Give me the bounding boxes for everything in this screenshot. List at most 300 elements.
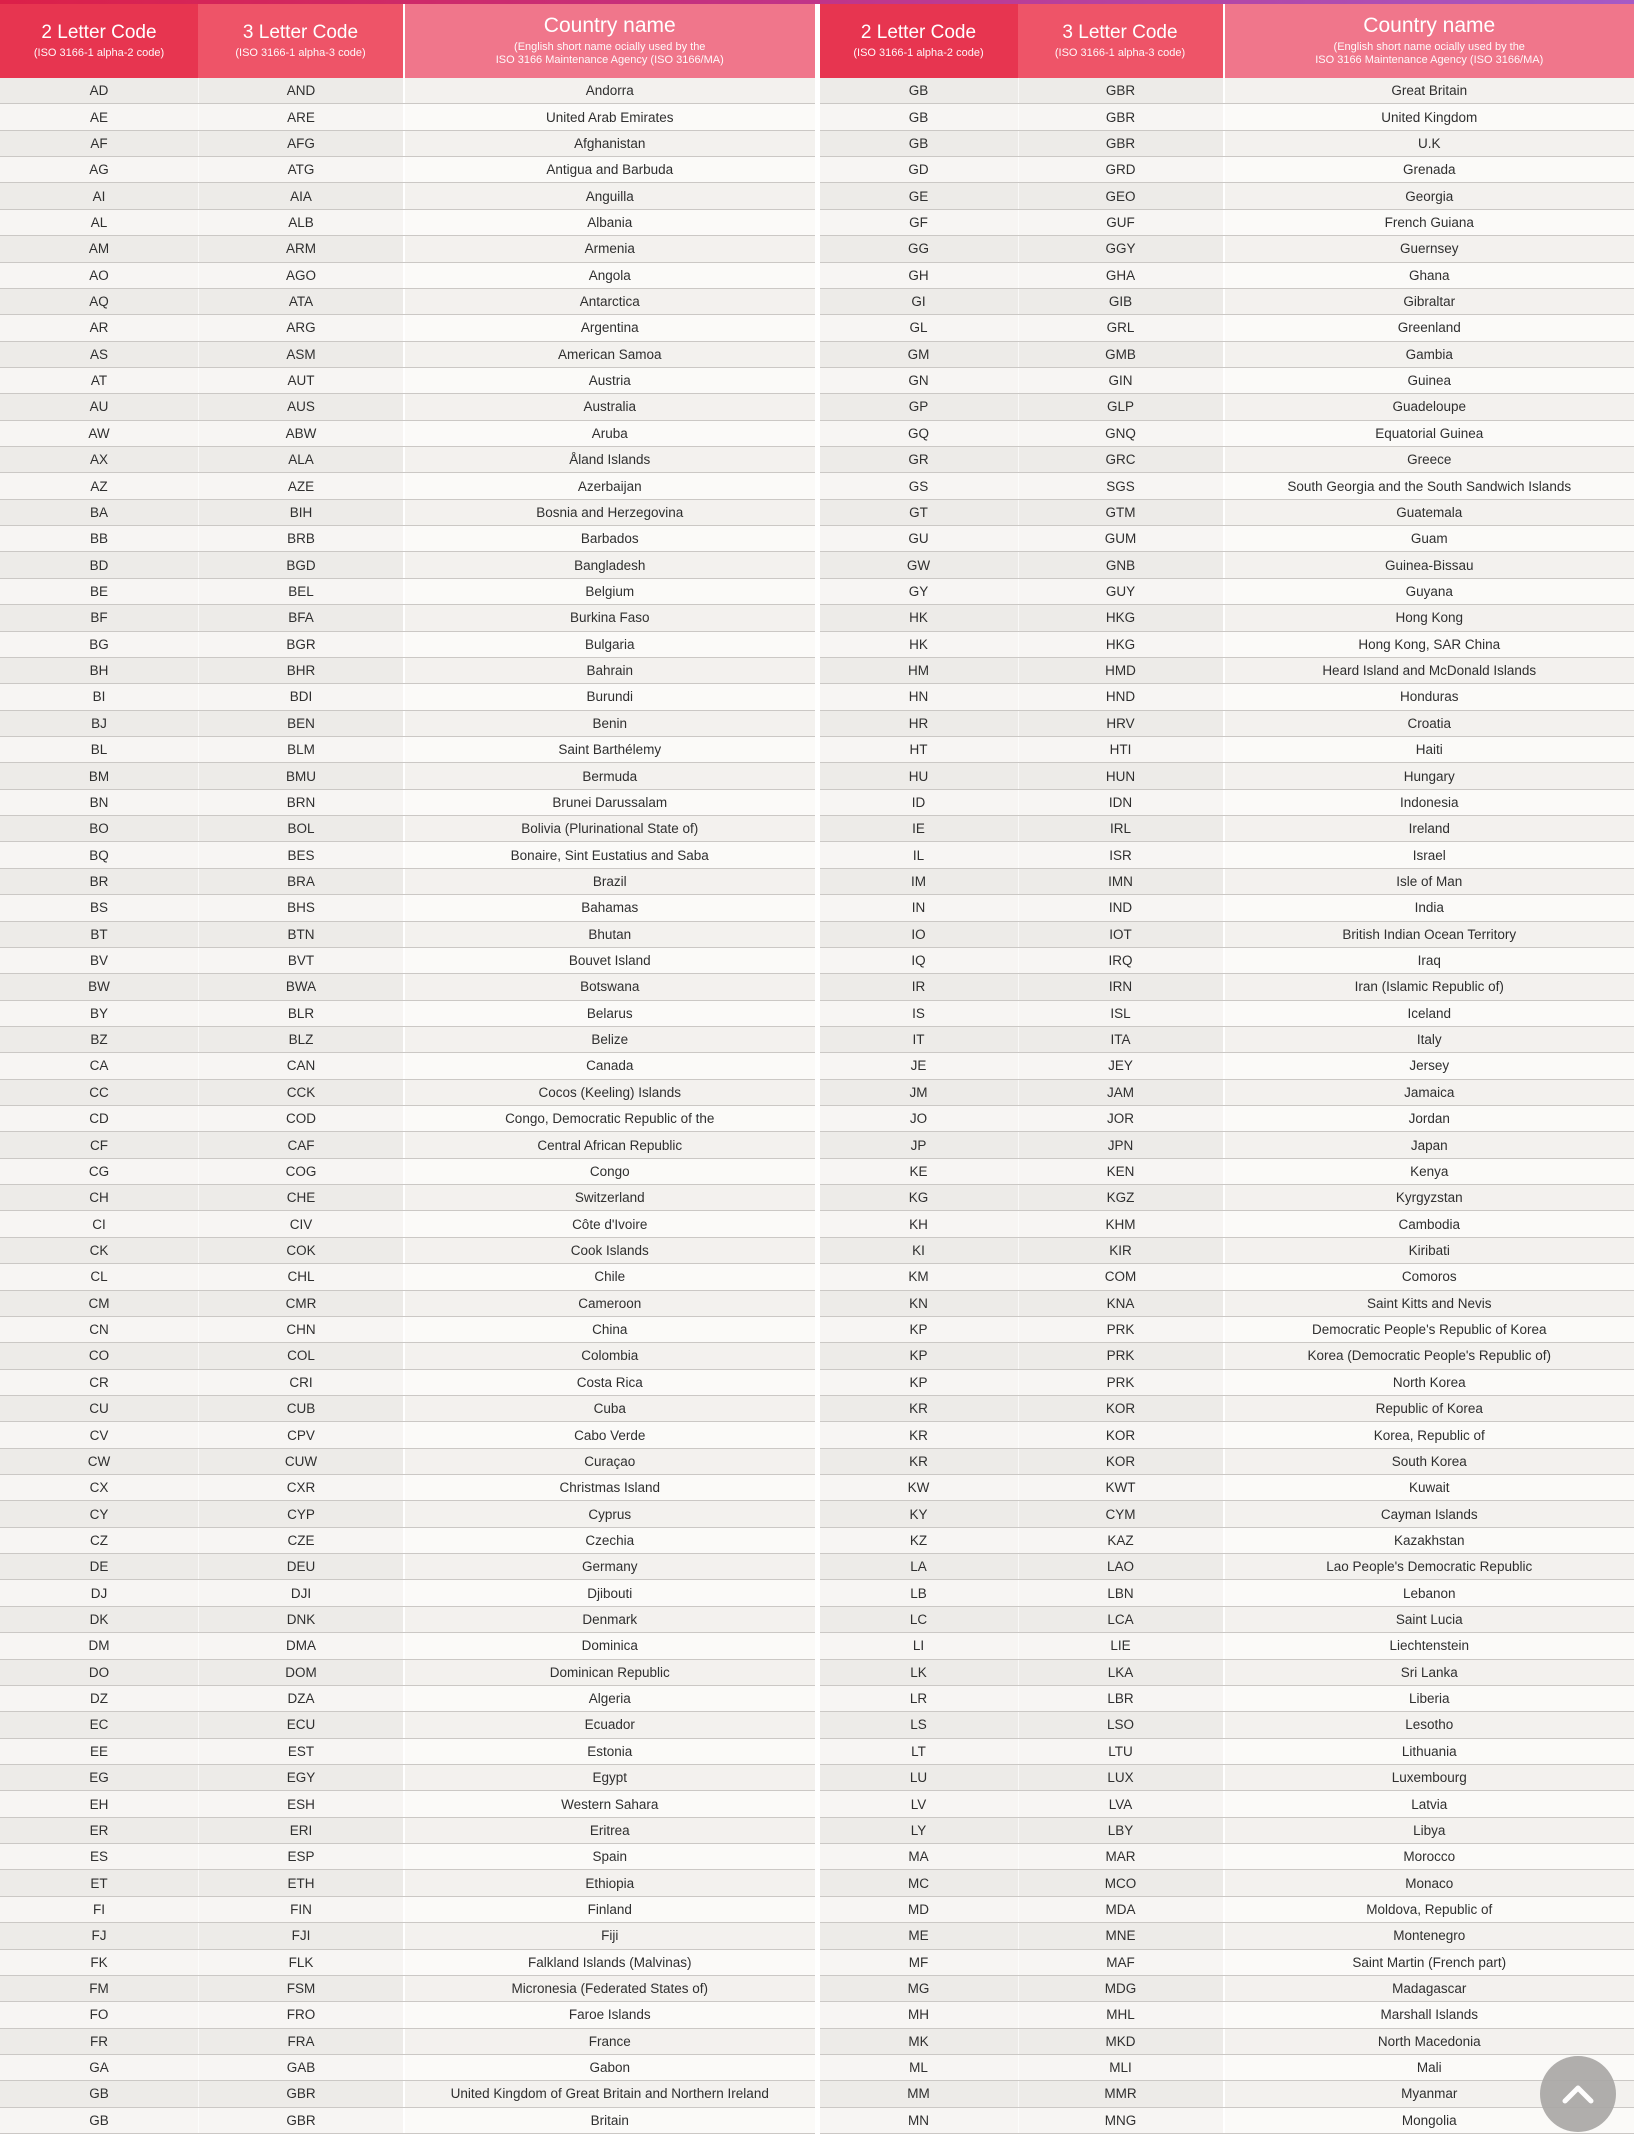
- country-name-cell: Gibraltar: [1223, 289, 1634, 314]
- col-title: 2 Letter Code: [860, 21, 977, 43]
- table-row: [820, 2002, 1634, 2028]
- table-row: [820, 421, 1634, 447]
- table-row: [0, 1396, 815, 1422]
- table-row: [820, 368, 1634, 394]
- alpha2-cell: LC: [820, 1607, 1018, 1632]
- table-row: [0, 948, 815, 974]
- table-row: [0, 711, 815, 737]
- country-name-cell: South Korea: [1223, 1449, 1634, 1474]
- table-row: [820, 1185, 1634, 1211]
- alpha2-cell: HM: [820, 658, 1018, 683]
- alpha3-cell: DJI: [198, 1580, 403, 1605]
- scroll-to-top-button[interactable]: [1540, 2056, 1616, 2132]
- alpha2-cell: CU: [0, 1396, 198, 1421]
- table-row: [820, 236, 1634, 262]
- table-row: [820, 737, 1634, 763]
- table-row: [0, 658, 815, 684]
- table-row: [820, 1554, 1634, 1580]
- alpha3-cell: CMR: [198, 1291, 403, 1316]
- country-name-cell: Benin: [403, 711, 815, 736]
- country-name-cell: Aruba: [403, 421, 815, 446]
- alpha3-cell: CAN: [198, 1053, 403, 1078]
- alpha3-cell: GEO: [1018, 183, 1223, 208]
- country-name-cell: Argentina: [403, 315, 815, 340]
- alpha2-cell: GB: [820, 104, 1018, 129]
- table-row: [820, 1791, 1634, 1817]
- country-name-cell: Monaco: [1223, 1870, 1634, 1895]
- alpha2-cell: KP: [820, 1317, 1018, 1342]
- alpha2-cell: IT: [820, 1027, 1018, 1052]
- country-name-cell: Western Sahara: [403, 1791, 815, 1816]
- alpha3-cell: GTM: [1018, 500, 1223, 525]
- table-row: [820, 342, 1634, 368]
- table-row: [820, 974, 1634, 1000]
- alpha2-cell: MK: [820, 2029, 1018, 2054]
- table-row: [820, 658, 1634, 684]
- col-2-letter-code-header: [820, 4, 1018, 78]
- alpha2-cell: AW: [0, 421, 198, 446]
- alpha2-cell: FR: [0, 2029, 198, 2054]
- alpha3-cell: LUX: [1018, 1765, 1223, 1790]
- alpha2-cell: GH: [820, 263, 1018, 288]
- alpha3-cell: MLI: [1018, 2055, 1223, 2080]
- alpha2-cell: GL: [820, 315, 1018, 340]
- table-row: [820, 1844, 1634, 1870]
- alpha2-cell: BS: [0, 895, 198, 920]
- alpha2-cell: IL: [820, 842, 1018, 867]
- country-name-cell: Bouvet Island: [403, 948, 815, 973]
- alpha3-cell: BRN: [198, 790, 403, 815]
- country-name-cell: Germany: [403, 1554, 815, 1579]
- country-name-cell: Colombia: [403, 1343, 815, 1368]
- alpha2-cell: CG: [0, 1159, 198, 1184]
- table-row: [0, 1475, 815, 1501]
- country-name-cell: Falkland Islands (Malvinas): [403, 1950, 815, 1975]
- alpha2-cell: IR: [820, 974, 1018, 999]
- alpha3-cell: BMU: [198, 763, 403, 788]
- table-row: [0, 131, 815, 157]
- country-name-cell: British Indian Ocean Territory: [1223, 922, 1634, 947]
- alpha3-cell: IMN: [1018, 869, 1223, 894]
- alpha3-cell: MNG: [1018, 2108, 1223, 2133]
- table-row: [820, 1739, 1634, 1765]
- alpha3-cell: EGY: [198, 1765, 403, 1790]
- table-row: [0, 1343, 815, 1369]
- alpha2-cell: GW: [820, 552, 1018, 577]
- alpha2-cell: DJ: [0, 1580, 198, 1605]
- table-row: [820, 1475, 1634, 1501]
- table-row: [820, 1633, 1634, 1659]
- alpha2-cell: LI: [820, 1633, 1018, 1658]
- country-name-cell: Hungary: [1223, 763, 1634, 788]
- alpha3-cell: BFA: [198, 605, 403, 630]
- alpha3-cell: MDG: [1018, 1976, 1223, 2001]
- alpha2-cell: KP: [820, 1343, 1018, 1368]
- alpha2-cell: HR: [820, 711, 1018, 736]
- alpha3-cell: GRD: [1018, 157, 1223, 182]
- alpha3-cell: JEY: [1018, 1053, 1223, 1078]
- table-row: [820, 1080, 1634, 1106]
- alpha3-cell: KOR: [1018, 1396, 1223, 1421]
- alpha3-cell: IOT: [1018, 922, 1223, 947]
- alpha3-cell: BGD: [198, 552, 403, 577]
- table-row: [0, 1291, 815, 1317]
- alpha2-cell: HN: [820, 684, 1018, 709]
- alpha3-cell: GRC: [1018, 447, 1223, 472]
- alpha2-cell: AD: [0, 78, 198, 103]
- alpha2-cell: CI: [0, 1211, 198, 1236]
- table-row: [0, 763, 815, 789]
- country-name-cell: Finland: [403, 1897, 815, 1922]
- alpha3-cell: HRV: [1018, 711, 1223, 736]
- alpha3-cell: BLZ: [198, 1027, 403, 1052]
- alpha3-cell: BWA: [198, 974, 403, 999]
- alpha2-cell: JO: [820, 1106, 1018, 1131]
- alpha3-cell: CHL: [198, 1264, 403, 1289]
- alpha2-cell: BN: [0, 790, 198, 815]
- col-subtitle: (ISO 3166-1 alpha-3 code): [235, 46, 366, 59]
- alpha2-cell: GD: [820, 157, 1018, 182]
- alpha2-cell: CR: [0, 1370, 198, 1395]
- alpha2-cell: GB: [820, 131, 1018, 156]
- table-row: [0, 394, 815, 420]
- table-row: [820, 1211, 1634, 1237]
- alpha2-cell: GE: [820, 183, 1018, 208]
- country-name-cell: Angola: [403, 263, 815, 288]
- alpha2-cell: GY: [820, 579, 1018, 604]
- alpha3-cell: ALB: [198, 210, 403, 235]
- alpha2-cell: EG: [0, 1765, 198, 1790]
- country-name-cell: Kuwait: [1223, 1475, 1634, 1500]
- alpha2-cell: CF: [0, 1132, 198, 1157]
- table-row: [0, 1633, 815, 1659]
- col-title: 2 Letter Code: [41, 21, 157, 43]
- table-row: [820, 1923, 1634, 1949]
- table-row: [0, 1580, 815, 1606]
- country-name-cell: Lebanon: [1223, 1580, 1634, 1605]
- col-title: Country name: [543, 14, 676, 37]
- table-header-right: [820, 4, 1634, 78]
- table-row: [0, 1027, 815, 1053]
- country-name-cell: Heard Island and McDonald Islands: [1223, 658, 1634, 683]
- alpha3-cell: CXR: [198, 1475, 403, 1500]
- alpha3-cell: GGY: [1018, 236, 1223, 261]
- country-name-cell: Kenya: [1223, 1159, 1634, 1184]
- table-row: [0, 2002, 815, 2028]
- country-name-cell: Gambia: [1223, 342, 1634, 367]
- table-row: [0, 1818, 815, 1844]
- alpha3-cell: CHN: [198, 1317, 403, 1342]
- country-name-cell: Bonaire, Sint Eustatius and Saba: [403, 842, 815, 867]
- alpha2-cell: GR: [820, 447, 1018, 472]
- table-row: [0, 2108, 815, 2134]
- table-row: [820, 1818, 1634, 1844]
- alpha2-cell: LB: [820, 1580, 1018, 1605]
- table-row: [0, 1422, 815, 1448]
- alpha2-cell: BD: [0, 552, 198, 577]
- alpha2-cell: KG: [820, 1185, 1018, 1210]
- alpha3-cell: ATG: [198, 157, 403, 182]
- alpha3-cell: GIN: [1018, 368, 1223, 393]
- alpha3-cell: DZA: [198, 1686, 403, 1711]
- table-row: [0, 2055, 815, 2081]
- country-name-cell: Britain: [403, 2108, 815, 2133]
- table-row: [820, 684, 1634, 710]
- country-name-cell: Ethiopia: [403, 1870, 815, 1895]
- table-row: [820, 632, 1634, 658]
- country-name-cell: Cyprus: [403, 1501, 815, 1526]
- col-subtitle: (ISO 3166-1 alpha-2 code): [33, 46, 165, 59]
- alpha2-cell: CC: [0, 1080, 198, 1105]
- country-name-cell: Brunei Darussalam: [403, 790, 815, 815]
- table-body-left: [0, 78, 815, 2134]
- alpha3-cell: AND: [198, 78, 403, 103]
- table-row: [820, 1370, 1634, 1396]
- country-name-cell: Eritrea: [403, 1818, 815, 1843]
- country-code-table-right: [820, 4, 1634, 2134]
- alpha3-cell: CZE: [198, 1528, 403, 1553]
- table-row: [820, 78, 1634, 104]
- table-row: [0, 183, 815, 209]
- country-name-cell: Republic of Korea: [1223, 1396, 1634, 1421]
- alpha2-cell: AR: [0, 315, 198, 340]
- alpha3-cell: FRO: [198, 2002, 403, 2027]
- alpha3-cell: CRI: [198, 1370, 403, 1395]
- alpha2-cell: EC: [0, 1712, 198, 1737]
- alpha2-cell: BM: [0, 763, 198, 788]
- country-name-cell: Cocos (Keeling) Islands: [403, 1080, 815, 1105]
- table-row: [820, 1712, 1634, 1738]
- alpha3-cell: MAF: [1018, 1950, 1223, 1975]
- alpha3-cell: GBR: [1018, 104, 1223, 129]
- country-name-cell: Greece: [1223, 447, 1634, 472]
- country-name-cell: Honduras: [1223, 684, 1634, 709]
- alpha2-cell: HK: [820, 605, 1018, 630]
- alpha3-cell: KWT: [1018, 1475, 1223, 1500]
- table-row: [820, 2081, 1634, 2107]
- alpha3-cell: COK: [198, 1238, 403, 1263]
- alpha3-cell: AIA: [198, 183, 403, 208]
- country-name-cell: Ecuador: [403, 1712, 815, 1737]
- alpha3-cell: BDI: [198, 684, 403, 709]
- alpha3-cell: KGZ: [1018, 1185, 1223, 1210]
- alpha2-cell: LS: [820, 1712, 1018, 1737]
- country-name-cell: Ireland: [1223, 816, 1634, 841]
- table-row: [0, 500, 815, 526]
- alpha3-cell: GRL: [1018, 315, 1223, 340]
- alpha2-cell: MD: [820, 1897, 1018, 1922]
- table-row: [820, 2029, 1634, 2055]
- country-name-cell: Morocco: [1223, 1844, 1634, 1869]
- country-name-cell: Mongolia: [1223, 2108, 1634, 2133]
- alpha3-cell: BEN: [198, 711, 403, 736]
- alpha3-cell: ARM: [198, 236, 403, 261]
- col-3-letter-code-header: [1018, 4, 1223, 78]
- alpha3-cell: CUB: [198, 1396, 403, 1421]
- alpha3-cell: ESH: [198, 1791, 403, 1816]
- alpha3-cell: MKD: [1018, 2029, 1223, 2054]
- table-row: [820, 1976, 1634, 2002]
- alpha2-cell: BZ: [0, 1027, 198, 1052]
- alpha2-cell: DO: [0, 1660, 198, 1685]
- alpha3-cell: BHS: [198, 895, 403, 920]
- table-row: [0, 922, 815, 948]
- table-row: [0, 236, 815, 262]
- country-name-cell: Hong Kong, SAR China: [1223, 632, 1634, 657]
- country-name-cell: Algeria: [403, 1686, 815, 1711]
- table-row: [820, 948, 1634, 974]
- country-name-cell: Kyrgyzstan: [1223, 1185, 1634, 1210]
- alpha3-cell: DNK: [198, 1607, 403, 1632]
- table-row: [820, 552, 1634, 578]
- col-country-name-header: [1223, 4, 1634, 78]
- table-row: [820, 816, 1634, 842]
- country-name-cell: Brazil: [403, 869, 815, 894]
- alpha2-cell: KR: [820, 1422, 1018, 1447]
- country-name-cell: Antigua and Barbuda: [403, 157, 815, 182]
- table-row: [820, 2108, 1634, 2134]
- table-row: [0, 1923, 815, 1949]
- table-row: [0, 1844, 815, 1870]
- alpha3-cell: DOM: [198, 1660, 403, 1685]
- alpha2-cell: LY: [820, 1818, 1018, 1843]
- country-name-cell: Mali: [1223, 2055, 1634, 2080]
- country-name-cell: France: [403, 2029, 815, 2054]
- alpha3-cell: COL: [198, 1343, 403, 1368]
- alpha3-cell: COM: [1018, 1264, 1223, 1289]
- table-row: [0, 104, 815, 130]
- alpha3-cell: HKG: [1018, 605, 1223, 630]
- alpha3-cell: FIN: [198, 1897, 403, 1922]
- alpha2-cell: GF: [820, 210, 1018, 235]
- country-name-cell: Guam: [1223, 526, 1634, 551]
- country-name-cell: Armenia: [403, 236, 815, 261]
- alpha3-cell: LBN: [1018, 1580, 1223, 1605]
- alpha2-cell: ET: [0, 1870, 198, 1895]
- alpha3-cell: IDN: [1018, 790, 1223, 815]
- alpha2-cell: IQ: [820, 948, 1018, 973]
- country-name-cell: Austria: [403, 368, 815, 393]
- table-row: [0, 2029, 815, 2055]
- table-row: [0, 526, 815, 552]
- alpha3-cell: BTN: [198, 922, 403, 947]
- alpha3-cell: EST: [198, 1739, 403, 1764]
- country-name-cell: Belize: [403, 1027, 815, 1052]
- alpha3-cell: ISR: [1018, 842, 1223, 867]
- table-row: [820, 1897, 1634, 1923]
- table-row: [0, 605, 815, 631]
- table-row: [0, 1106, 815, 1132]
- country-name-cell: Bulgaria: [403, 632, 815, 657]
- alpha3-cell: KOR: [1018, 1449, 1223, 1474]
- table-row: [820, 1501, 1634, 1527]
- alpha2-cell: AI: [0, 183, 198, 208]
- country-name-cell: Lesotho: [1223, 1712, 1634, 1737]
- table-row: [820, 1449, 1634, 1475]
- table-row: [0, 790, 815, 816]
- table-row: [820, 447, 1634, 473]
- alpha2-cell: DE: [0, 1554, 198, 1579]
- country-name-cell: Isle of Man: [1223, 869, 1634, 894]
- alpha3-cell: GBR: [1018, 78, 1223, 103]
- alpha3-cell: MCO: [1018, 1870, 1223, 1895]
- table-row: [820, 394, 1634, 420]
- table-row: [0, 632, 815, 658]
- table-row: [0, 1501, 815, 1527]
- table-row: [0, 1870, 815, 1896]
- alpha3-cell: FLK: [198, 1950, 403, 1975]
- alpha2-cell: CH: [0, 1185, 198, 1210]
- alpha3-cell: ESP: [198, 1844, 403, 1869]
- country-name-cell: Guatemala: [1223, 500, 1634, 525]
- table-row: [0, 1211, 815, 1237]
- country-name-cell: Cabo Verde: [403, 1422, 815, 1447]
- country-name-cell: Guadeloupe: [1223, 394, 1634, 419]
- alpha2-cell: MF: [820, 1950, 1018, 1975]
- table-row: [0, 1053, 815, 1079]
- table-row: [0, 1554, 815, 1580]
- table-row: [820, 1343, 1634, 1369]
- table-row: [820, 315, 1634, 341]
- table-row: [0, 1185, 815, 1211]
- country-name-cell: Cameroon: [403, 1291, 815, 1316]
- country-name-cell: Saint Kitts and Nevis: [1223, 1291, 1634, 1316]
- country-name-cell: Guinea: [1223, 368, 1634, 393]
- alpha3-cell: ARG: [198, 315, 403, 340]
- alpha3-cell: ITA: [1018, 1027, 1223, 1052]
- country-name-cell: Italy: [1223, 1027, 1634, 1052]
- alpha3-cell: GMB: [1018, 342, 1223, 367]
- alpha2-cell: KI: [820, 1238, 1018, 1263]
- table-row: [0, 1950, 815, 1976]
- alpha3-cell: CYM: [1018, 1501, 1223, 1526]
- country-name-cell: Micronesia (Federated States of): [403, 1976, 815, 2001]
- col-title: 3 Letter Code: [1062, 21, 1178, 43]
- table-row: [0, 869, 815, 895]
- alpha3-cell: CCK: [198, 1080, 403, 1105]
- country-name-cell: Guernsey: [1223, 236, 1634, 261]
- alpha2-cell: JM: [820, 1080, 1018, 1105]
- country-name-cell: Gabon: [403, 2055, 815, 2080]
- country-name-cell: Iran (Islamic Republic of): [1223, 974, 1634, 999]
- alpha3-cell: COG: [198, 1159, 403, 1184]
- table-row: [820, 473, 1634, 499]
- table-row: [0, 1791, 815, 1817]
- alpha3-cell: ALA: [198, 447, 403, 472]
- country-name-cell: Iceland: [1223, 1001, 1634, 1026]
- alpha3-cell: BOL: [198, 816, 403, 841]
- country-name-cell: Dominican Republic: [403, 1660, 815, 1685]
- table-row: [0, 1080, 815, 1106]
- country-name-cell: American Samoa: [403, 342, 815, 367]
- alpha3-cell: GIB: [1018, 289, 1223, 314]
- country-name-cell: Azerbaijan: [403, 473, 815, 498]
- table-row: [0, 1686, 815, 1712]
- country-name-cell: Côte d'Ivoire: [403, 1211, 815, 1236]
- country-name-cell: North Korea: [1223, 1370, 1634, 1395]
- country-name-cell: Denmark: [403, 1607, 815, 1632]
- alpha3-cell: JOR: [1018, 1106, 1223, 1131]
- country-name-cell: Estonia: [403, 1739, 815, 1764]
- country-name-cell: Luxembourg: [1223, 1765, 1634, 1790]
- alpha2-cell: KP: [820, 1370, 1018, 1395]
- table-row: [0, 315, 815, 341]
- country-name-cell: Moldova, Republic of: [1223, 1897, 1634, 1922]
- alpha2-cell: BB: [0, 526, 198, 551]
- alpha2-cell: CW: [0, 1449, 198, 1474]
- alpha3-cell: KOR: [1018, 1422, 1223, 1447]
- table-row: [0, 210, 815, 236]
